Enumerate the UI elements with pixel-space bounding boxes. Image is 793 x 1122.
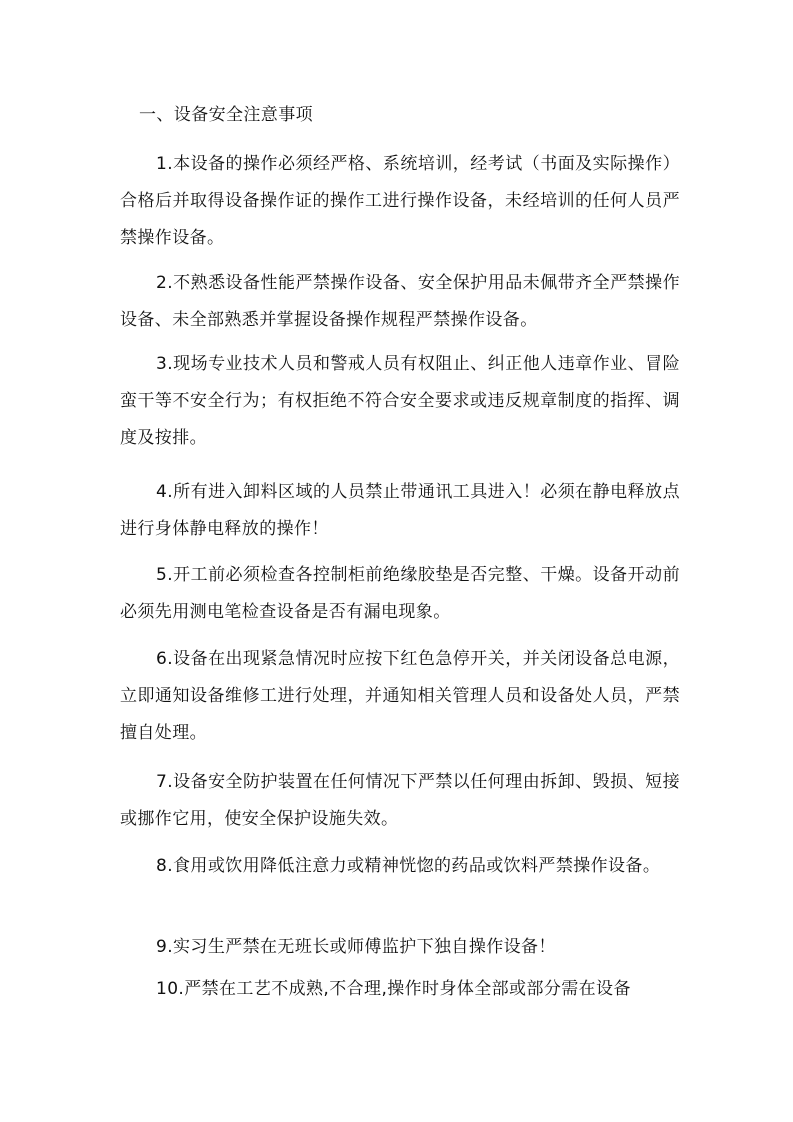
item-1: 1.本设备的操作必须经严格、系统培训，经考试（书面及实际操作）合格后并取得设备操作证的操作工进行操作设备，未经培训的任何人员严禁操作设备。 [120,154,680,248]
item-10: 10.严禁在工艺不成熟,不合理,操作时身体全部或部分需在设备 [156,979,631,999]
item-2: 2.不熟悉设备性能严禁操作设备、安全保护用品未佩带齐全严禁操作设备、未全部熟悉并掌握设备操作规程严禁操作设备。 [120,273,680,330]
item-7: 7.设备安全防护装置在任何情况下严禁以任何理由拆卸、毁损、短接或挪作它用，使安全保护设施失效。 [120,772,680,829]
item-9: 9.实习生严禁在无班长或师傅监护下独自操作设备！ [156,937,556,957]
item-8: 8.食用或饮用降低注意力或精神恍惚的药品或饮料严禁操作设备。 [156,856,661,876]
section-title: 一、设备安全注意事项 [139,105,313,125]
item-3: 3.现场专业技术人员和警戒人员有权阻止、纠正他人违章作业、冒险蛮干等不安全行为；有权拒绝不符合安全要求或违反规章制度的指挥、调度及按排。 [120,354,680,448]
item-4: 4.所有进入卸料区域的人员禁止带通讯工具进入！必须在静电释放点进行身体静电释放的操作！ [120,482,680,539]
item-6: 6.设备在出现紧急情况时应按下红色急停开关，并关闭设备总电源，立即通知设备维修工进行处理，并通知相关管理人员和设备处人员，严禁擅自处理。 [120,649,680,743]
item-5: 5.开工前必须检查各控制柜前绝缘胶垫是否完整、干燥。设备开动前必须先用测电笔检查设备是否有漏电现象。 [120,565,680,622]
